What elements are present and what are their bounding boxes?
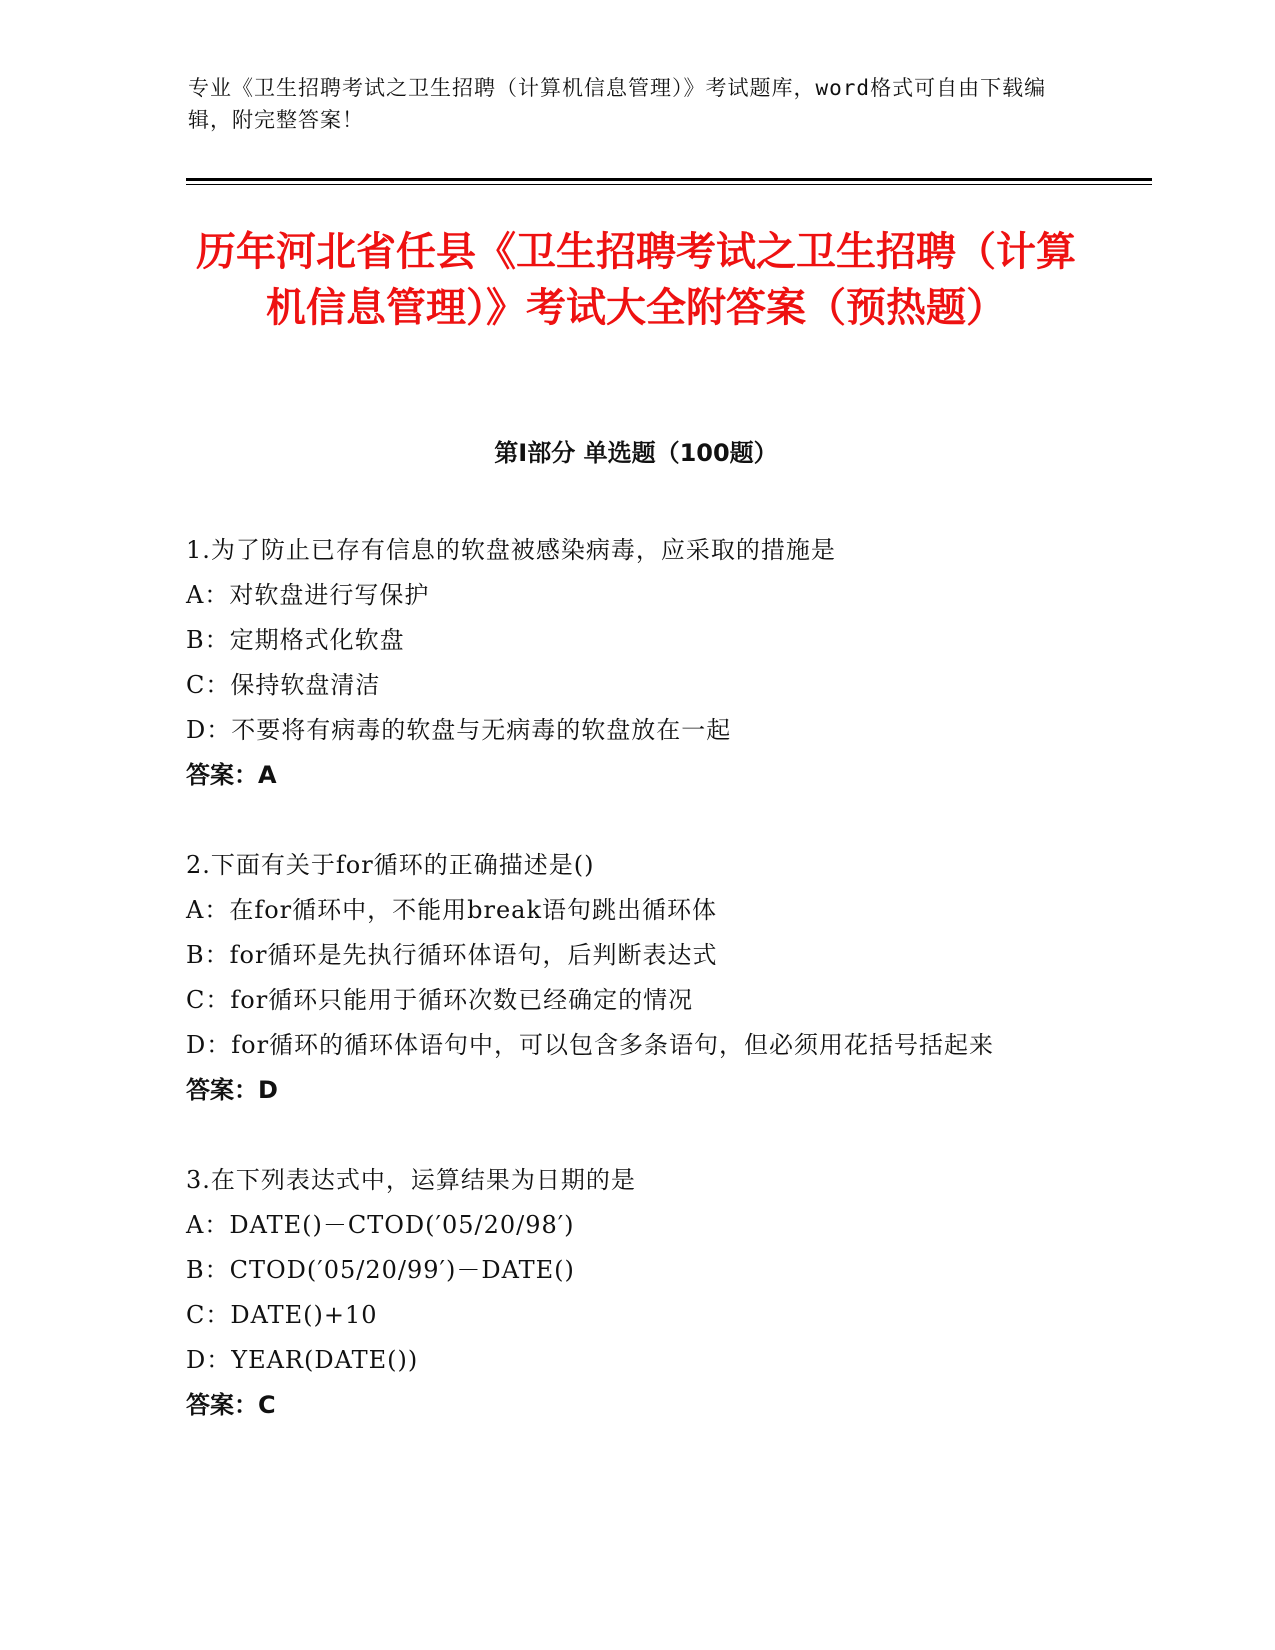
option-b: B：定期格式化软盘: [186, 626, 405, 654]
question-item: [186, 1158, 1066, 1428]
question-stem: 3.在下列表达式中，运算结果为日期的是: [186, 1166, 636, 1194]
option-d: D：不要将有病毒的软盘与无病毒的软盘放在一起: [186, 716, 732, 744]
section-title: 第Ⅰ部分 单选题（100题）: [494, 439, 778, 467]
option-d: D：for循环的循环体语句中，可以包含多条语句，但必须用花括号括起来: [186, 1031, 995, 1059]
option-a: A：在for循环中，不能用break语句跳出循环体: [186, 896, 718, 924]
option-c: C：保持软盘清洁: [186, 671, 381, 699]
question-stem: 1.为了防止已存有信息的软盘被感染病毒，应采取的措施是: [186, 536, 836, 564]
option-b: B：CTOD(′05/20/99′)－DATE(): [186, 1256, 575, 1284]
option-c: C：DATE()+10: [186, 1301, 378, 1329]
question-stem: 2.下面有关于for循环的正确描述是(): [186, 851, 595, 879]
option-a: A：对软盘进行写保护: [186, 581, 430, 609]
header-note: 专业《卫生招聘考试之卫生招聘（计算机信息管理）》考试题库，word格式可自由下载编辑，附完整答案！: [188, 76, 1047, 132]
answer-label: 答案：C: [186, 1391, 276, 1419]
option-d: D：YEAR(DATE()): [186, 1346, 419, 1374]
question-item: [186, 528, 1066, 798]
answer-label: 答案：A: [186, 761, 277, 789]
answer-label: 答案：D: [186, 1076, 278, 1104]
question-item: [186, 843, 1066, 1113]
header-rule-thick: [186, 178, 1152, 181]
document-title: 历年河北省任县《卫生招聘考试之卫生招聘（计算机信息管理）》考试大全附答案（预热题）: [196, 229, 1076, 331]
question-list: [186, 528, 1066, 1473]
option-a: A：DATE()－CTOD(′05/20/98′): [186, 1211, 575, 1239]
option-b: B：for循环是先执行循环体语句，后判断表达式: [186, 941, 718, 969]
option-c: C：for循环只能用于循环次数已经确定的情况: [186, 986, 694, 1014]
header-rule-thin: [186, 184, 1152, 185]
